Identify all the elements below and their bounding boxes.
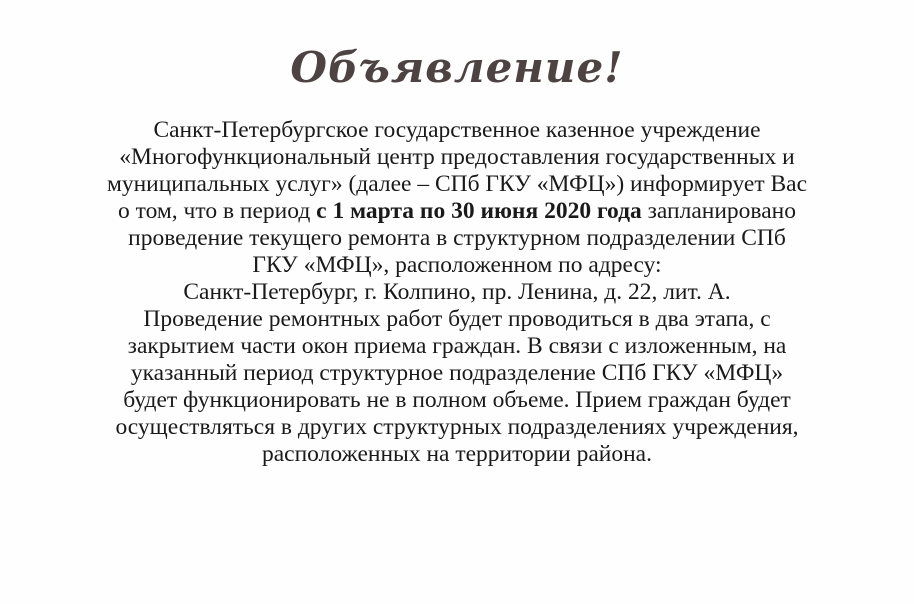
notice-text-before-dates: о том, что в период	[118, 198, 317, 224]
notice-line: осуществляться в других структурных подразделениях учреждения,	[115, 414, 799, 440]
notice-line: закрытием части окон приема граждан. В связи с изложенным, на	[127, 333, 787, 359]
notice-line: указанный период структурное подразделение СПб ГКУ «МФЦ»	[130, 360, 784, 386]
notice-line: «Многофункциональный центр предоставления государственных и	[119, 144, 795, 170]
repair-period-dates: с 1 марта по 30 июня 2020 года	[316, 198, 642, 224]
notice-line: расположенных на территории района.	[262, 441, 652, 467]
notice-line: ГКУ «МФЦ», расположенном по адресу:	[252, 252, 662, 278]
notice-line: Проведение ремонтных работ будет проводиться в два этапа, с	[143, 306, 771, 332]
notice-body	[70, 117, 844, 468]
notice-line: будет функционировать не в полном объеме. Прием граждан будет	[123, 387, 791, 413]
notice-title: Объявление!	[290, 43, 624, 92]
notice-line: Санкт-Петербургское государственное казенное учреждение	[153, 117, 761, 143]
notice-line: проведение текущего ремонта в структурном подразделении СПб	[128, 225, 786, 251]
notice-line: муниципальных услуг» (далее – СПб ГКУ «МФЦ») информирует Вас	[106, 171, 808, 197]
notice-text-after-dates: запланировано	[641, 198, 796, 224]
notice-line-with-dates	[70, 198, 844, 225]
notice-address: Санкт-Петербург, г. Колпино, пр. Ленина, д. 22, лит. А.	[183, 279, 731, 305]
